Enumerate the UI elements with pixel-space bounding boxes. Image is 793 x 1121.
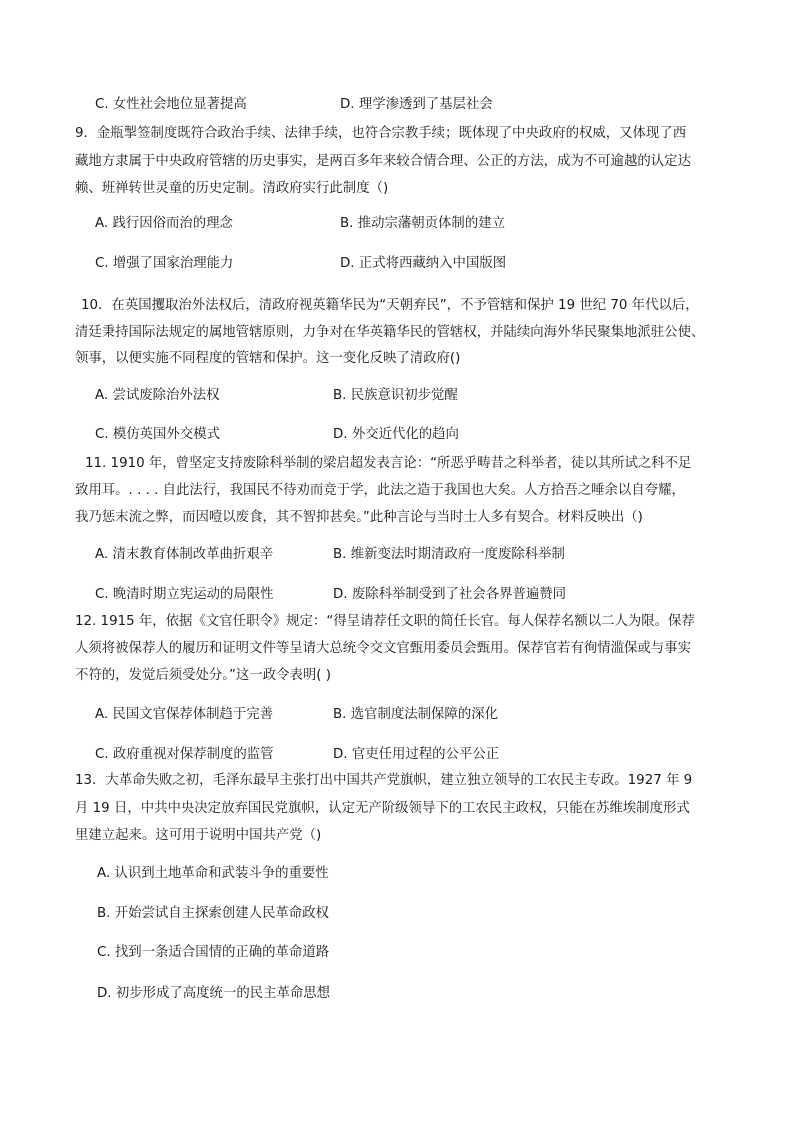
question-9-line-3: 赖、班禅转世灵童的历史定制。清政府实行此制度（) bbox=[75, 181, 389, 196]
question-13-option-d: D. 初步形成了高度统一的民主革命思想 bbox=[97, 986, 331, 1001]
question-12-line-1: 12. 1915 年，依据《文官任职令》规定：“得呈请荐任文职的简任长官。每人保荐名额以二人为限。保荐 bbox=[75, 614, 695, 629]
question-12-option-a: A. 民国文官保荐体制趋于完善 bbox=[95, 707, 274, 722]
question-11-option-a: A. 清末教育体制改革曲折艰辛 bbox=[95, 547, 274, 562]
question-9-option-a: A. 践行因俗而治的理念 bbox=[95, 216, 233, 231]
question-12-line-3: 不符的，发觉后须受处分。”这一政令表明( ) bbox=[75, 668, 331, 683]
question-11-option-c: C. 晚清时期立宪运动的局限性 bbox=[95, 587, 274, 602]
question-12-option-d: D. 官吏任用过程的公平公正 bbox=[333, 747, 500, 762]
pre-option-c: C. 女性社会地位显著提高 bbox=[95, 97, 247, 112]
question-11-option-b: B. 维新变法时期清政府一度废除科举制 bbox=[333, 547, 565, 562]
question-13-option-c: C. 找到一条适合国情的正确的革命道路 bbox=[97, 945, 330, 960]
question-11-line-2: 致用耳。. . . . 自此法行，我国民不待劝而竞于学，此法之造于我国也大矣。人方拾吾之唾余以自夸耀， bbox=[75, 483, 685, 498]
question-10-option-c: C. 模仿英国外交模式 bbox=[95, 427, 220, 442]
question-10-line-1: 10．在英国攫取治外法权后，清政府视英籍华民为“天朝弃民”，不予管辖和保护 19 世纪 70 年代以后， bbox=[81, 298, 699, 313]
question-9-line-1: 9．金瓶掣签制度既符合政治手续、法律手续，也符合宗教手续；既体现了中央政府的权威，又体现了西 bbox=[75, 126, 687, 141]
question-13-line-2: 月 19 日，中共中央决定放弃国民党旗帜，认定无产阶级领导下的工农民主政权，只能在苏维埃制度形式 bbox=[75, 801, 690, 816]
question-13-option-a: A. 认识到土地革命和武装斗争的重要性 bbox=[97, 866, 329, 881]
question-12-option-c: C. 政府重视对保荐制度的监管 bbox=[95, 747, 274, 762]
question-9-line-2: 藏地方隶属于中央政府管辖的历史事实，是两百多年来较合情合理、公正的方法，成为不可逾越的认定达 bbox=[75, 154, 691, 169]
question-10-line-2: 清廷秉持国际法规定的属地管辖原则，力争对在华英籍华民的管辖权，并陆续向海外华民聚集地派驻公使、 bbox=[75, 325, 705, 340]
question-13-line-3: 里建立起来。这可用于说明中国共产党（) bbox=[75, 828, 322, 843]
question-9-option-c: C. 增强了国家治理能力 bbox=[95, 256, 234, 271]
question-10-option-b: B. 民族意识初步觉醒 bbox=[333, 388, 458, 403]
question-11-line-3: 我乃惩末流之弊，而因噎以废食，其不智抑甚矣。”此种言论与当时士人多有契合。材料反映出（) bbox=[75, 510, 643, 525]
question-11-line-1: 11. 1910 年，曾坚定支持废除科举制的梁启超发表言论：“所恶乎畴昔之科举者，徒以其所试之科不足 bbox=[85, 456, 692, 471]
question-9-option-d: D. 正式将西藏纳入中国版图 bbox=[340, 256, 507, 271]
question-12-option-b: B. 选官制度法制保障的深化 bbox=[333, 707, 498, 722]
pre-option-d: D. 理学渗透到了基层社会 bbox=[340, 97, 493, 112]
question-10-option-a: A. 尝试废除治外法权 bbox=[95, 388, 220, 403]
question-13-option-b: B. 开始尝试自主探索创建人民革命政权 bbox=[97, 906, 329, 921]
question-10-line-3: 领事，以便实施不同程度的管辖和保护。这一变化反映了清政府() bbox=[75, 351, 461, 366]
question-10-option-d: D. 外交近代化的趋向 bbox=[333, 427, 459, 442]
question-9-option-b: B. 推动宗藩朝贡体制的建立 bbox=[340, 216, 505, 231]
question-13-line-1: 13．大革命失败之初，毛泽东最早主张打出中国共产党旗帜，建立独立领导的工农民主专政。1927 年 9 bbox=[75, 773, 693, 788]
question-11-option-d: D. 废除科举制受到了社会各界普遍赞同 bbox=[333, 587, 567, 602]
question-12-line-2: 人须将被保荐人的履历和证明文件等呈请大总统令交文官甄用委员会甄用。保荐官若有徇情滥保或与事实 bbox=[75, 641, 691, 656]
